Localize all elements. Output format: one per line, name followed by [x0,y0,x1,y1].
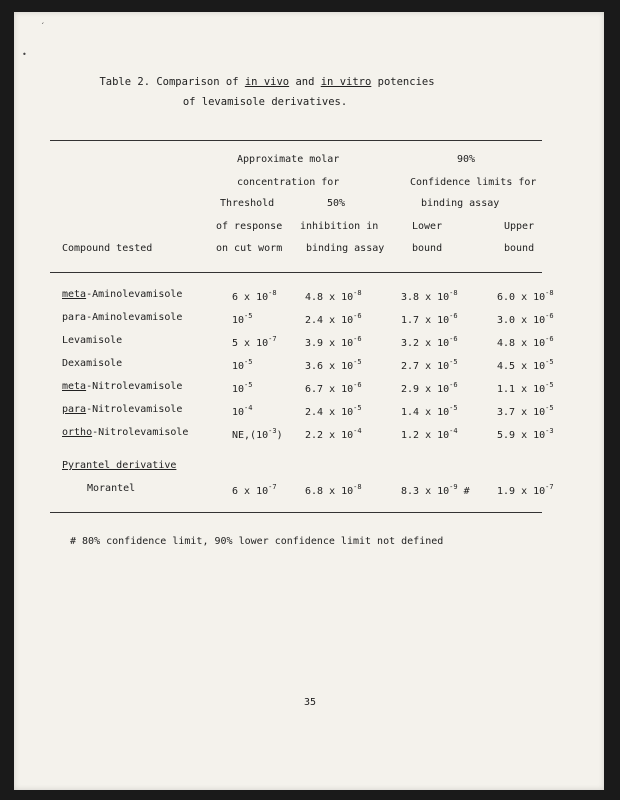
document-page [14,12,604,790]
threshold-value: $10^{-5}$ [232,381,253,395]
table-title-line2: of levamisole derivatives. [182,96,348,108]
page-number: 35 [303,697,317,708]
compound-name: para-Aminolevamisole [62,312,183,323]
header-inhib-2: inhibition in [300,221,379,232]
footnote: # 80% confidence limit, 90% lower confidence limit not defined [70,536,444,547]
inhibition-value: 3.6 x $10^{-5}$ [305,358,362,372]
threshold-value: 5 x $10^{-7}$ [232,335,277,349]
title-and: and [289,76,321,88]
compound-name: meta-Aminolevamisole [62,289,183,300]
upper-bound-value: 4.5 x $10^{-5}$ [497,358,554,372]
header-approx-2: concentration for [237,177,340,188]
threshold-value: 6 x $10^{-8}$ [232,289,277,303]
inhibition-value: 3.9 x $10^{-6}$ [305,335,362,349]
header-compound: Compound tested [62,243,153,254]
threshold-value: $NE,(10^{-3})$ [232,427,283,441]
title-in-vivo: in vivo [244,76,290,88]
bottom-rule [50,512,542,513]
pyrantel-heading: Pyrantel derivative [62,460,177,471]
header-conf-2: Confidence limits for [410,177,537,188]
threshold-value: $10^{-5}$ [232,358,253,372]
lower-bound-value: 2.7 x $10^{-5}$ [401,358,458,372]
compound-name: para-Nitrolevamisole [62,404,183,415]
compound-name: meta-Nitrolevamisole [62,381,183,392]
lower-bound-value: 3.8 x $10^{-8}$ [401,289,458,303]
inhibition-value: 6.7 x $10^{-6}$ [305,381,362,395]
compound-name: Dexamisole [62,358,123,369]
scan-speck-2: • [22,50,27,59]
header-lower-2: bound [412,243,443,254]
header-conf-1: 90% [457,154,476,165]
morantel-name: Morantel [87,483,136,494]
header-inhib-1: 50% [327,198,346,209]
header-upper-1: Upper [504,221,535,232]
morantel-inhib: 6.8 x $10^{-8}$ [305,483,362,497]
top-rule [50,140,542,141]
header-threshold-2: of response [216,221,283,232]
upper-bound-value: 4.8 x $10^{-6}$ [497,335,554,349]
inhibition-value: 2.4 x $10^{-6}$ [305,312,362,326]
inhibition-value: 4.8 x $10^{-8}$ [305,289,362,303]
scan-speck: ´ [40,22,45,31]
header-rule [50,272,542,273]
lower-bound-value: 2.9 x $10^{-6}$ [401,381,458,395]
inhibition-value: 2.2 x $10^{-4}$ [305,427,362,441]
header-inhib-3: binding assay [306,243,385,254]
upper-bound-value: 1.1 x $10^{-5}$ [497,381,554,395]
header-approx-1: Approximate molar [237,154,340,165]
header-conf-3: binding assay [421,198,500,209]
upper-bound-value: 6.0 x $10^{-8}$ [497,289,554,303]
lower-bound-value: 1.4 x $10^{-5}$ [401,404,458,418]
lower-bound-value: 1.7 x $10^{-6}$ [401,312,458,326]
table-title [0,76,562,88]
morantel-upper: 1.9 x $10^{-7}$ [497,483,554,497]
header-threshold-3: on cut worm [216,243,283,254]
upper-bound-value: 3.0 x $10^{-6}$ [497,312,554,326]
threshold-value: $10^{-4}$ [232,404,253,418]
compound-name: Levamisole [62,335,123,346]
inhibition-value: 2.4 x $10^{-5}$ [305,404,362,418]
compound-name: ortho-Nitrolevamisole [62,427,189,438]
title-suffix: potencies [371,76,435,88]
lower-bound-value: 3.2 x $10^{-6}$ [401,335,458,349]
header-threshold-1: Threshold [220,198,275,209]
threshold-value: $10^{-5}$ [232,312,253,326]
title-in-vitro: in vitro [320,76,372,88]
title-prefix: Table 2. Comparison of [99,76,245,88]
header-upper-2: bound [504,243,535,254]
header-lower-1: Lower [412,221,443,232]
morantel-threshold: 6 x $10^{-7}$ [232,483,277,497]
upper-bound-value: 3.7 x $10^{-5}$ [497,404,554,418]
upper-bound-value: 5.9 x $10^{-3}$ [497,427,554,441]
lower-bound-value: 1.2 x $10^{-4}$ [401,427,458,441]
morantel-lower: 8.3 x $10^{-9}$ # [401,483,470,497]
